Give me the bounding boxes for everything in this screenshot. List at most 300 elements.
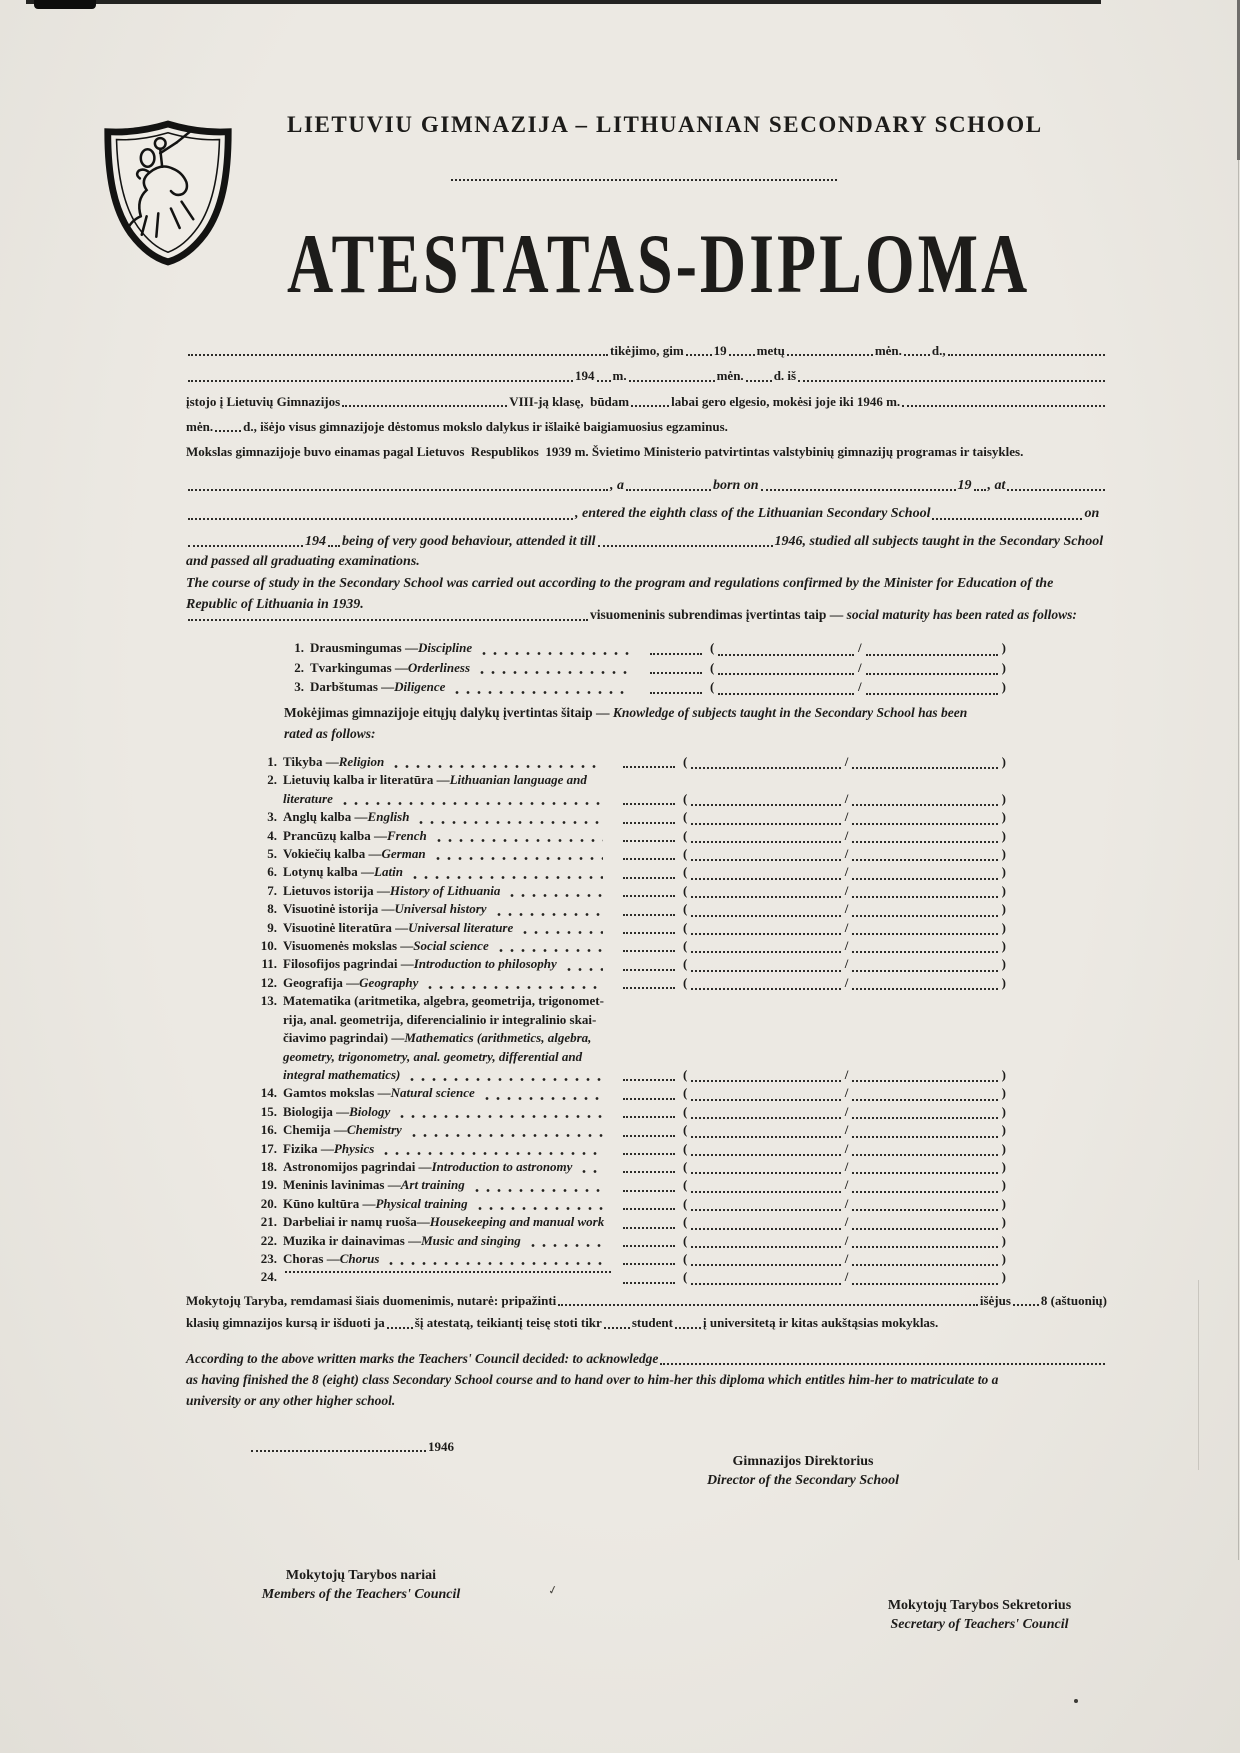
dotted-blank [623,855,675,860]
dotted-blank [852,1280,997,1285]
text-segment: , entered the eighth class of the Lithuanian Secondary School [575,506,931,522]
dotted-blank [691,875,840,880]
dotted-blank [852,764,997,769]
dot-leader [436,857,603,860]
dot-leader [410,1078,603,1081]
text-segment: as having finished the 8 (eight) class Secondary School course and to hand over to him-her this diploma which entitles him-her to matriculate to a [186,1371,999,1387]
dotted-blank [623,984,675,989]
document-title: ATESTATAS-DIPLOMA [287,216,1031,311]
text-segment: and passed all graduating examinations. [186,554,420,570]
text-segment: Physical training [375,1195,468,1211]
dotted-blank [852,856,997,861]
dotted-blank [974,486,986,491]
dotted-blank [623,1076,675,1081]
dot-leader [478,1207,603,1210]
form-line [186,534,1107,549]
text-segment: 1946, studied all subjects taught in the Secondary School [774,533,1104,549]
text-segment: Art training [400,1177,465,1193]
text-segment: įstojo į Lietuvių Gimnazijos [186,393,341,409]
dotted-blank [188,377,573,382]
grade-blank [623,937,1008,955]
text-segment: Lietuvių kalba ir literatūra — [283,772,450,788]
rated-item-row [253,1213,1008,1231]
parenthesis: ( [683,1195,688,1211]
item-label [283,845,613,863]
dot-leader [523,931,603,934]
dot-leader [480,671,630,674]
dotted-blank [387,1324,413,1329]
text-segment: on [1084,506,1100,522]
grade-blank [623,882,1008,900]
text-segment: 8 (aštuonių) [1040,1293,1107,1308]
text-segment: Anglų kalba — [283,809,368,825]
social-maturity-heading [186,608,1107,623]
text-segment: Choras — [283,1250,340,1266]
dotted-blank [251,1447,426,1452]
parenthesis: ) [1001,679,1006,694]
secretary-title-en: Secretary of Teachers' Council [890,1617,1069,1632]
dotted-blank [852,1133,997,1138]
dot-leader [419,821,603,824]
director-title-lt: Gimnazijos Direktorius [732,1454,874,1469]
grade-blank [623,1158,1008,1176]
parenthesis: ) [1001,1214,1006,1230]
text-segment: Vokiečių kalba — [283,846,382,862]
grade-blank [623,863,1008,881]
rated-item-row [253,937,1008,955]
item-number: 22. [260,1232,277,1248]
grade-blank [623,790,1008,808]
dotted-blank [852,1243,997,1248]
parenthesis: ) [1001,956,1006,972]
item-number: 23. [260,1250,277,1266]
parenthesis: ( [683,1250,688,1266]
text-segment: 194 [575,368,595,384]
dot-leader [428,986,603,989]
dotted-blank [691,893,840,898]
parenthesis: ) [1001,1250,1006,1266]
item-label-line [283,1232,613,1250]
item-label-line [310,658,640,678]
form-line [186,445,1107,459]
dotted-blank [718,690,854,695]
item-label-line [283,1213,613,1231]
parenthesis: ( [683,809,688,825]
dotted-blank [904,351,930,356]
grade-blank [623,827,1008,845]
dotted-blank [691,801,840,806]
item-label [283,863,613,881]
dotted-blank [691,1151,840,1156]
dotted-blank [623,1279,675,1284]
dotted-blank [852,1096,997,1101]
text-segment: Universal literature [408,919,514,935]
grade-blank [623,900,1008,918]
text-segment: Kūno kultūra — [283,1195,376,1211]
dotted-blank [604,1324,630,1329]
text-segment: Introduction to philosophy [413,956,557,972]
dotted-blank [623,966,675,971]
parenthesis: ) [1001,809,1006,825]
subjects-heading [284,706,1008,748]
text-segment: being of very good behaviour, attended it till [342,533,596,549]
dotted-blank [852,1188,997,1193]
parenthesis: ( [683,938,688,954]
item-label-line [283,1084,613,1102]
item-label-line [310,638,640,658]
parenthesis: ) [1001,640,1006,655]
text-segment: German [381,846,426,862]
dotted-blank [948,351,1105,356]
dotted-blank [623,837,675,842]
grade-blank [623,845,1008,863]
dotted-blank [852,1114,997,1119]
form-line [186,344,1107,358]
parenthesis: ) [1001,919,1006,935]
item-label-line [283,863,613,881]
rated-item-row [253,1250,1008,1268]
parenthesis: / [844,1195,849,1211]
parenthesis: ) [1001,1122,1006,1138]
item-label [283,1158,613,1176]
item-label [283,992,613,1084]
dotted-blank [691,1077,840,1082]
text-segment: d., išėjo visus gimnazijoje dėstomus mokslo dalykus ir išlaikė baigiamuosius egzaminus. [243,418,728,434]
rated-item-row [253,1103,1008,1121]
rated-item-row [253,1232,1008,1250]
text-segment: Muzika ir dainavimas — [283,1232,422,1248]
parenthesis: / [844,1158,849,1174]
parenthesis: ( [683,901,688,917]
dotted-blank [852,948,997,953]
text-segment: Mathematics (arithmetics, algebra, [404,1030,592,1046]
rated-item-row [284,677,1008,697]
school-name-heading: LIETUVIU GIMNAZIJA – LITHUANIAN SECONDARY SCHOOL [287,112,1043,137]
parenthesis: ( [710,679,715,694]
parenthesis: ) [1001,1177,1006,1193]
dotted-blank [691,1169,840,1174]
parenthesis: / [844,1066,849,1082]
text-segment: Geografija — [283,974,360,990]
text-segment: Biology [349,1103,391,1119]
dotted-blank [650,650,702,655]
dotted-blank [623,1205,675,1210]
text-segment: Astronomijos pagrindai — [283,1158,432,1174]
rated-item-row [253,1195,1008,1213]
item-number: 3. [294,679,304,694]
item-label [283,1268,613,1275]
item-label-line [283,937,613,955]
parenthesis: ) [1001,864,1006,880]
form-line [186,420,1107,434]
text-segment: 19 [957,478,972,493]
text-segment: geometry, trigonometry, anal. geometry, differential and [283,1048,583,1064]
item-number: 2. [267,772,277,788]
text-segment: Housekeeping and manual work [429,1214,605,1230]
dot-leader [497,913,603,916]
item-label-line [283,1268,613,1275]
dotted-blank [623,819,675,824]
dotted-blank [215,427,241,432]
text-segment: Fizika — [283,1140,334,1156]
dotted-blank [932,515,1082,520]
form-line [186,1352,1107,1367]
director-signature-block [653,1452,953,1490]
dot-leader [485,1097,603,1100]
dotted-blank [188,486,608,491]
text-segment: Visuomenės mokslas — [283,938,414,954]
rated-item-row [253,1140,1008,1158]
parenthesis: ( [683,754,688,769]
parenthesis: / [844,754,849,769]
dotted-blank [852,820,997,825]
text-segment: Tvarkingumas — [310,659,408,675]
rated-item-row [284,658,1008,678]
social-maturity-list [284,638,1008,697]
item-label-line [283,1195,613,1213]
text-segment: Universal history [394,901,487,917]
dotted-blank [902,402,1105,407]
text-segment: Music and singing [421,1232,521,1248]
text-segment: Lietuvos istorija — [283,882,390,898]
dotted-blank [798,377,1105,382]
text-segment: Knowledge of subjects taught in the Secondary School has been [612,705,968,720]
item-label-line [283,882,613,900]
dotted-blank [623,1150,675,1155]
parenthesis: / [858,679,862,694]
parenthesis: ( [683,1232,688,1248]
rated-item-row [253,863,1008,881]
text-segment: VIII-ją klasę, būdam [509,393,630,409]
parenthesis: ( [683,1214,688,1230]
text-segment: Mokėjimas gimnazijoje eitųjų dalykų įvertintas šitaip — [284,705,613,720]
dotted-blank [623,947,675,952]
dotted-blank [866,690,998,695]
dotted-blank [691,1225,840,1230]
dotted-blank [691,1243,840,1248]
item-label-line [283,808,613,826]
dotted-blank [852,1151,997,1156]
item-label [283,1195,613,1213]
parenthesis: / [844,864,849,880]
dotted-blank [623,892,675,897]
parenthesis: ) [1001,1140,1006,1156]
dotted-blank [623,1168,675,1173]
dotted-blank [691,1280,840,1285]
form-line [284,706,1008,721]
grade-blank [623,974,1008,992]
item-number: 18. [260,1158,277,1174]
secretary-title-lt: Mokytojų Tarybos Sekretorius [887,1598,1072,1613]
item-label-line [283,992,613,1010]
item-label [283,1213,613,1231]
text-segment: d. iš [773,368,797,384]
parenthesis: ) [1001,1066,1006,1082]
item-label [283,919,613,937]
dot-leader [384,1152,603,1155]
dotted-blank [650,689,702,694]
dotted-blank [787,351,873,356]
item-number: 3. [267,809,277,825]
scan-artifact-top-strip [26,0,1101,4]
item-label-line [283,845,613,863]
text-segment: History of Lithuania [389,882,501,898]
text-segment: Lotynų kalba — [283,864,375,880]
dotted-blank [598,542,773,547]
parenthesis: / [844,846,849,862]
dot-leader [437,839,603,842]
dotted-blank [852,801,997,806]
parenthesis: ( [683,827,688,843]
item-label-line [283,1250,613,1268]
text-segment: Prancūzų kalba — [283,827,388,843]
item-number: 21. [260,1214,277,1230]
council-decision-english [186,1352,1107,1415]
dotted-blank [718,670,854,675]
dotted-blank [746,377,772,382]
form-line [186,1316,1107,1330]
item-label-line [283,790,613,808]
text-segment: mėn. [874,343,902,358]
parenthesis: ( [710,659,715,675]
text-segment: Natural science [390,1085,475,1101]
dotted-blank [650,669,702,674]
dotted-blank [691,967,840,972]
members-title-en: Members of the Teachers' Council [261,1587,461,1602]
dotted-blank [328,542,340,547]
rated-item-row [253,771,1008,808]
grade-blank [623,1066,1008,1084]
text-segment: Biologija — [283,1103,350,1119]
dot-leader [343,802,603,805]
item-number: 8. [267,901,277,917]
text-segment: čiavimo pagrindai) — [283,1030,405,1046]
form-line [249,1440,479,1454]
rated-item-row [253,1084,1008,1102]
item-number: 10. [260,938,277,954]
text-segment: Visuotinė istorija — [283,901,395,917]
item-label [283,771,613,808]
text-segment: šį atestatą, teikiantį teisę stoti tikr [414,1315,602,1331]
rated-item-row [253,1158,1008,1176]
dot-leader [412,1134,603,1137]
director-title-en: Director of the Secondary School [706,1473,900,1488]
parenthesis: ) [1001,659,1006,675]
text-segment: 19 [713,343,727,358]
item-number: 9. [267,919,277,935]
dotted-blank [675,1324,701,1329]
parenthesis: / [844,1250,849,1266]
members-title-lt: Mokytojų Tarybos nariai [285,1568,437,1583]
text-segment: born on [713,478,759,493]
text-segment: Diligence [394,679,446,694]
parenthesis: / [844,974,849,990]
rated-item-row [253,1121,1008,1139]
parenthesis: ( [683,1140,688,1156]
item-label [283,1250,613,1268]
item-label [283,937,613,955]
item-label [283,974,613,992]
council-decision-lithuanian [186,1294,1107,1339]
parenthesis: ( [683,1269,688,1285]
item-label [283,882,613,900]
dot-leader [475,1189,603,1192]
text-segment: university or any other higher school. [186,1392,396,1408]
parenthesis: / [844,901,849,917]
parenthesis: ) [1001,882,1006,898]
parenthesis: / [844,1122,849,1138]
form-line [186,395,1107,409]
paper-fold-line [1198,1280,1199,1470]
rated-item-row [253,919,1008,937]
text-segment: Discipline [418,640,473,655]
item-label-line [283,1176,613,1194]
item-label [310,677,640,697]
rated-item-row [253,1268,1008,1286]
item-label-line [283,771,613,789]
item-label [283,1176,613,1194]
text-segment: literature [283,790,333,806]
dotted-blank [691,856,840,861]
rated-item-row [253,955,1008,973]
item-label-line [283,1121,613,1139]
item-number: 24. [260,1269,277,1285]
text-segment: mėn. [186,418,214,434]
text-segment: labai gero elgesio, mokėsi joje iki 1946 m. [671,393,901,409]
grade-blank [623,955,1008,973]
dotted-blank [631,402,669,407]
form-line [186,1294,1107,1308]
item-label-line [283,974,613,992]
parenthesis: ( [683,974,688,990]
text-segment: Chemistry [346,1122,402,1138]
grade-blank [623,1268,1008,1286]
text-segment: m. [612,368,627,384]
grade-blank [650,638,1008,658]
item-label-line [283,1158,613,1176]
text-segment: į universitetą ir kitas aukštąsias mokyklas. [703,1315,939,1331]
parenthesis: / [844,956,849,972]
grade-blank [623,808,1008,826]
parenthesis: ( [683,1158,688,1174]
text-segment: visuomeninis subrendimas įvertintas taip — [590,607,847,622]
item-number: 4. [267,827,277,843]
text-segment: Lithuanian language and [449,772,587,788]
item-label-line [283,1011,613,1029]
item-number: 14. [260,1085,277,1101]
item-label [283,1103,613,1121]
dot-leader [455,691,630,694]
dotted-blank [623,1224,675,1229]
dotted-blank [691,1133,840,1138]
item-number: 16. [260,1122,277,1138]
dot-leader [567,968,603,971]
grade-blank [623,1232,1008,1250]
item-label [310,638,640,658]
dotted-blank [691,1206,840,1211]
dotted-blank [623,1113,675,1118]
item-label [283,753,613,771]
dotted-blank [761,486,956,491]
text-segment: Geography [359,974,419,990]
parenthesis: ) [1001,827,1006,843]
rated-item-row [253,808,1008,826]
item-label-line [283,900,613,918]
dotted-blank [852,1206,997,1211]
dotted-blank [623,911,675,916]
item-number: 11. [261,956,277,972]
intro-lithuanian-paragraph [186,344,1107,470]
